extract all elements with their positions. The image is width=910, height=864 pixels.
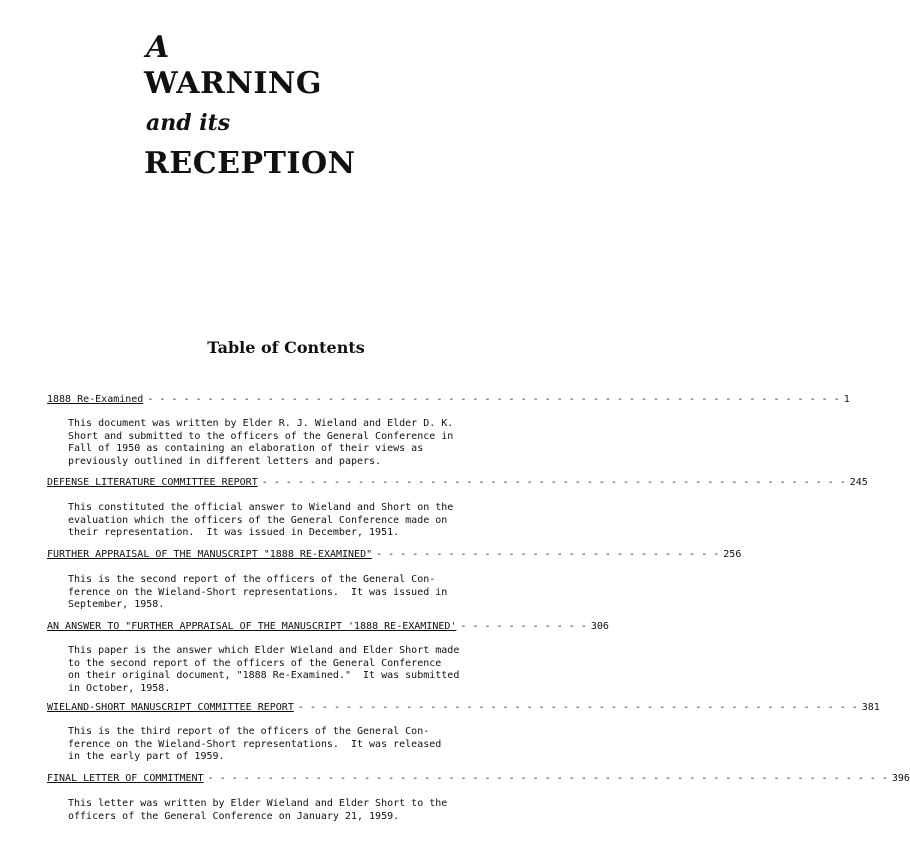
toc-entry-title: DEFENSE LITERATURE COMMITTEE REPORT xyxy=(47,477,258,488)
title-a: A xyxy=(146,30,170,65)
title-warning: WARNING xyxy=(144,66,322,101)
toc-entry-title: 1888 Re-Examined xyxy=(47,394,144,405)
toc-entry-title: FURTHER APPRAISAL OF THE MANUSCRIPT "1888 RE-EXAMINED" xyxy=(47,549,373,560)
leader-dashes: - - - - - - - - - - - - - - - - - - - - - - - - - - - - - - - - - - - - - - - - - - - - - - - xyxy=(297,702,858,713)
leader-dashes: - - - - - - - - - - - - - - - - - - - - - - - - - - - - - xyxy=(376,549,720,560)
toc-entry-final-letter[interactable] xyxy=(47,773,910,785)
leader-dashes: - - - - - - - - - - - - - - - - - - - - - - - - - - - - - - - - - - - - - - - - - - - - - - - - - - - - - - - - - - xyxy=(147,394,840,405)
title-reception: RECEPTION xyxy=(144,146,356,181)
toc-entry-page: 256 xyxy=(723,549,742,560)
toc-heading: Table of Contents xyxy=(207,338,365,357)
toc-entry-title: FINAL LETTER OF COMMITMENT xyxy=(47,773,204,784)
toc-entry-description: This is the third report of the officers of the General Con- ference on the Wieland-Short representations. It was released in the early part of 1959. xyxy=(68,726,442,762)
toc-entry-wieland-short-committee[interactable] xyxy=(47,702,880,714)
toc-entry-defense-literature[interactable] xyxy=(47,477,868,489)
toc-entry-further-appraisal[interactable] xyxy=(47,549,742,561)
toc-entry-page: 1 xyxy=(843,394,850,405)
toc-entry-answer-further-appraisal[interactable] xyxy=(47,621,609,633)
toc-entry-page: 396 xyxy=(891,773,910,784)
toc-entry-description: This paper is the answer which Elder Wieland and Elder Short made to the second report of the officers of the General Conference on their original document, "1888 Re-Examined." It was submitted in October, 1958. xyxy=(68,645,460,694)
toc-entry-page: 381 xyxy=(861,702,880,713)
leader-dashes: - - - - - - - - - - - - - - - - - - - - - - - - - - - - - - - - - - - - - - - - - - - - - - - - - xyxy=(261,477,846,488)
toc-entry-description: This document was written by Elder R. J. Wieland and Elder D. K. Short and submitted to the officers of the General Conference in Fall of 1950 as containing an elaboration of their views as previously outlined in different letters and papers. xyxy=(68,418,454,467)
leader-dashes: - - - - - - - - - - - xyxy=(460,621,587,632)
toc-entry-description: This letter was written by Elder Wieland and Elder Short to the officers of the General Conference on January 21, 1959. xyxy=(68,798,448,822)
toc-entry-page: 245 xyxy=(849,477,868,488)
toc-entry-description: This constituted the official answer to Wieland and Short on the evaluation which the officers of the General Conference made on their representation. It was issued in December, 1951. xyxy=(68,502,454,538)
title-and-its: and its xyxy=(146,110,231,136)
leader-dashes: - - - - - - - - - - - - - - - - - - - - - - - - - - - - - - - - - - - - - - - - - - - - - - - - - - - - - - - - - xyxy=(207,773,888,784)
toc-entry-title: AN ANSWER TO "FURTHER APPRAISAL OF THE MANUSCRIPT '1888 RE-EXAMINED' xyxy=(47,621,457,632)
toc-entry-1888-re-examined[interactable] xyxy=(47,394,850,406)
toc-entry-title: WIELAND-SHORT MANUSCRIPT COMMITTEE REPORT xyxy=(47,702,294,713)
toc-entry-description: This is the second report of the officers of the General Con- ference on the Wieland-Short representations. It was issued in September, 1958. xyxy=(68,574,448,610)
toc-entry-page: 306 xyxy=(590,621,609,632)
